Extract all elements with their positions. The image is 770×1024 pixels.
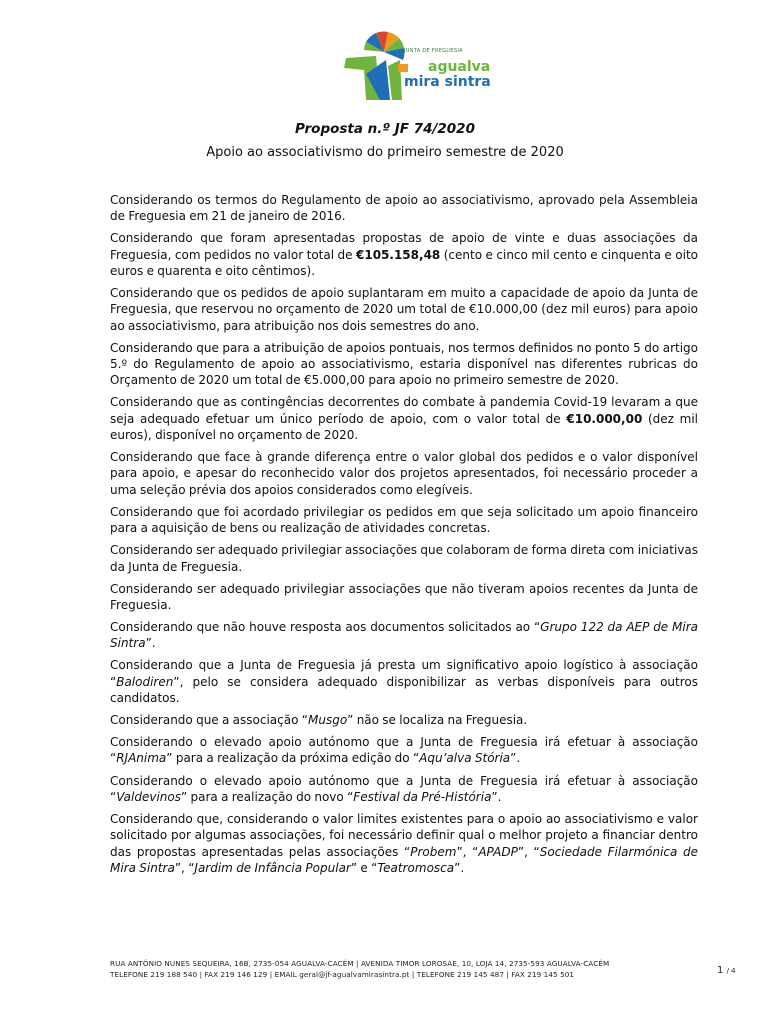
emphasis-text: Grupo 122 da AEP de Mira Sintra	[110, 620, 698, 651]
paragraph-text: Considerando que os pedidos de apoio suplantaram em muito a capacidade de apoio da Junta de Freguesia, que reservou no orçamento de 2020 um total de €10.000,00 (dez mil euros) para apoio ao associativismo, para atribuição nos dois semestres do ano.	[110, 286, 698, 333]
paragraph	[110, 340, 698, 389]
paragraph	[110, 811, 698, 876]
logo-line1: agualva	[428, 59, 491, 75]
paragraph	[110, 657, 698, 706]
paragraph-text: ” não se localiza na Freguesia.	[347, 713, 528, 728]
footer-address-line: RUA ANTÓNIO NUNES SEQUEIRA, 16B, 2735-054 AGUALVA-CACÉM | AVENIDA TIMOR LOROSAE, 10, LOJA 14, 2735-593 AGUALVA-CACÉM	[110, 959, 610, 968]
paragraph	[110, 542, 698, 575]
paragraph-text: ”.	[491, 789, 502, 804]
paragraph-text: Considerando que para a atribuição de apoios pontuais, nos termos definidos no ponto 5 do artigo 5.º do Regulamento de apoio ao associativismo, estaria disponível nas diferentes rubricas do Orçamento de 2020 um total de €5.000,00 para apoio no primeiro semestre de 2020.	[110, 340, 698, 388]
paragraph	[110, 734, 698, 767]
paragraph-text: Considerando que a associação “	[110, 713, 308, 728]
paragraph-text: ”, pelo se considera adequado disponibilizar as verbas disponíveis para outros candidatos.	[110, 674, 698, 705]
footer	[110, 958, 710, 980]
paragraph	[110, 712, 698, 728]
paragraph-text: Considerando o elevado apoio autónomo que a Junta de Freguesia irá efetuar à associação “	[110, 773, 698, 804]
paragraph	[110, 619, 698, 652]
paragraph-text: ”, “	[517, 844, 540, 859]
paragraph-text: Considerando que foi acordado privilegiar os pedidos em que seja solicitado um apoio financeiro para a aquisição de bens ou realização de atividades concretas.	[110, 504, 698, 536]
paragraph-text: Considerando que não houve resposta aos documentos solicitados ao “	[110, 620, 541, 634]
page-number	[717, 965, 736, 976]
emphasis-text: RJAnima	[116, 751, 167, 766]
emphasis-text: Valdevinos	[116, 789, 181, 804]
paragraph-text: Considerando que as contingências decorrentes do combate à pandemia Covid-19 levaram a que seja adequado efetuar um único período de apoio, com o valor total de	[110, 395, 698, 426]
paragraph-text: ” para a realização da próxima edição do “	[166, 751, 420, 766]
emphasis-text: APADP	[478, 844, 518, 859]
paragraph-text: ” e “	[350, 860, 378, 875]
paragraph	[110, 230, 698, 279]
paragraph	[110, 504, 698, 537]
paragraph	[110, 394, 698, 443]
logo-small-text: JUNTA DE FREGUESIA	[404, 48, 463, 54]
paragraph-text: Considerando ser adequado privilegiar associações que não tiveram apoios recentes da Junta de Freguesia.	[110, 581, 698, 612]
emphasis-text: Aqu’alva Stória	[419, 751, 511, 766]
paragraph	[110, 773, 698, 806]
document-body	[110, 192, 698, 882]
paragraph-text: Considerando ser adequado privilegiar associações que colaboram de forma direta com iniciativas da Junta de Freguesia.	[110, 543, 698, 574]
paragraph	[110, 581, 698, 614]
emphasis-text: €105.158,48	[356, 247, 441, 262]
emphasis-text: Musgo	[307, 713, 348, 728]
paragraph-text: Considerando os termos do Regulamento de apoio ao associativismo, aprovado pela Assembleia de Freguesia em 21 de janeiro de 2016.	[110, 193, 698, 224]
document-subtitle: Apoio ao associativismo do primeiro semestre de 2020	[206, 145, 564, 160]
paragraph-text: Considerando que face à grande diferença entre o valor global dos pedidos e o valor disponível para apoio, e apesar do reconhecido valor dos projetos apresentados, foi necessário proceder a uma seleção prévia dos apoios considerados como elegíveis.	[110, 450, 698, 497]
paragraph-text: (dez mil euros), disponível no orçamento de 2020.	[110, 411, 699, 443]
paragraph-text: Considerando o elevado apoio autónomo que a Junta de Freguesia irá efetuar à associação “	[110, 735, 698, 766]
emphasis-text: Teatromosca	[377, 860, 455, 875]
emphasis-text: €10.000,00	[566, 411, 643, 426]
paragraph-text: Considerando que, considerando o valor limites existentes para o apoio ao associativismo e valor solicitado por algumas associações, foi necessário definir qual o melhor projeto a financiar dentro das propostas apresentadas pelas associações “	[110, 811, 698, 859]
paragraph-text: (cento e cinco mil cento e cinquenta e oito euros e quarenta e oito cêntimos).	[110, 247, 698, 278]
emphasis-text: Sociedade Filarmónica de Mira Sintra	[110, 844, 698, 875]
logo-line2: mira sintra	[404, 74, 491, 90]
paragraph-text: ”, “	[174, 860, 195, 875]
emphasis-text: Festival da Pré-História	[353, 789, 492, 804]
page-total: / 4	[726, 967, 736, 975]
footer-contact-line: TELEFONE 219 188 540 | FAX 219 146 129 | EMAIL geral@jf-agualvamirasintra.pt | TELEFONE 219 145 487 | FAX 219 145 501	[110, 970, 575, 979]
emphasis-text: Probem	[410, 844, 457, 859]
page-current: 1	[717, 965, 724, 976]
paragraph-text: ” para a realização do novo “	[180, 789, 354, 804]
emphasis-text: Balodiren	[116, 674, 174, 689]
paragraph-text: Considerando que a Junta de Freguesia já presta um significativo apoio logístico à associação “	[110, 658, 698, 689]
paragraph	[110, 449, 698, 498]
paragraph-text: ”.	[145, 636, 156, 651]
paragraph	[110, 192, 698, 225]
paragraph-text: ”, “	[456, 844, 479, 859]
paragraph-text: ”.	[510, 751, 521, 766]
paragraph-text: ”.	[454, 860, 465, 875]
document-title: Proposta n.º JF 74/2020	[295, 121, 475, 137]
paragraph	[110, 285, 698, 334]
paragraph-text: Considerando que foram apresentadas propostas de apoio de vinte e duas associações da Freguesia, com pedidos no valor total de	[110, 231, 698, 262]
emphasis-text: Jardim de Infância Popular	[194, 860, 351, 875]
